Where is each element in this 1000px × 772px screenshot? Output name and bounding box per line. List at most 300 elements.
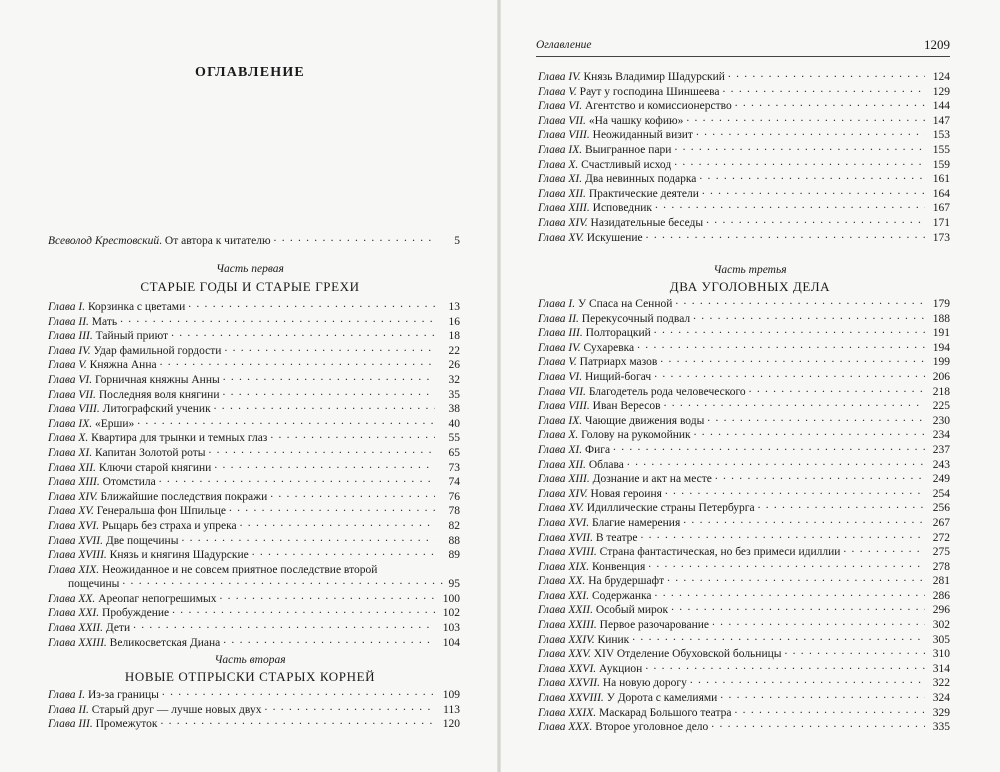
chapter-number: Глава XXI. bbox=[48, 607, 100, 620]
dot-leader bbox=[209, 443, 435, 458]
chapter-number: Глава XIV. bbox=[48, 490, 98, 503]
chapter-number: Глава VIII. bbox=[538, 129, 590, 142]
chapter-title: У Спаса на Сенной bbox=[577, 298, 673, 310]
chapter-title: Князь Владимир Шадурский bbox=[583, 71, 725, 83]
dot-leader bbox=[693, 309, 925, 324]
chapter-page: 13 bbox=[448, 301, 460, 313]
toc-entry bbox=[538, 231, 950, 246]
chapter-title: Генеральша фон Шпильце bbox=[96, 505, 226, 518]
chapter-page: 38 bbox=[448, 403, 460, 416]
chapter-page: 26 bbox=[448, 359, 460, 372]
chapter-page: 76 bbox=[448, 490, 460, 503]
dot-leader bbox=[274, 231, 435, 246]
entry-text bbox=[538, 589, 652, 604]
chapter-number: Глава VII. bbox=[538, 114, 586, 127]
chapter-page: 237 bbox=[932, 443, 950, 456]
chapter-title: Капитан Золотой роты bbox=[94, 446, 206, 459]
dot-leader bbox=[674, 155, 925, 170]
part3-title: ДВА УГОЛОВНЫХ ДЕЛА bbox=[669, 279, 831, 294]
chapter-page: 113 bbox=[443, 703, 460, 716]
dot-leader bbox=[264, 700, 435, 715]
dot-leader bbox=[686, 111, 925, 126]
chapter-title: Аукцион bbox=[599, 662, 643, 675]
entry-text bbox=[538, 414, 704, 429]
entry-text bbox=[538, 662, 642, 677]
chapter-number: Глава IV. bbox=[538, 71, 581, 83]
entry-text bbox=[538, 370, 651, 385]
entry-text bbox=[48, 373, 220, 388]
entry-text bbox=[48, 417, 134, 432]
chapter-title: Облава bbox=[588, 458, 624, 471]
dot-leader bbox=[749, 382, 925, 397]
dot-leader bbox=[133, 618, 435, 633]
dot-leader bbox=[270, 487, 435, 502]
chapter-page: 275 bbox=[932, 546, 950, 559]
chapter-number: Глава III. bbox=[48, 718, 93, 731]
chapter-title: Второе уголовное дело bbox=[595, 721, 709, 734]
entry-text bbox=[538, 143, 671, 158]
chapter-number: Глава XX. bbox=[48, 592, 96, 605]
chapter-number: Глава XXI. bbox=[538, 589, 590, 602]
chapter-title: Особый мирок bbox=[595, 604, 669, 617]
chapter-page: 167 bbox=[932, 202, 950, 215]
part2-continued-chapter-list bbox=[538, 70, 950, 245]
chapter-title: «Ерши» bbox=[94, 417, 135, 430]
chapter-title: Конвенция bbox=[592, 560, 646, 573]
entry-text bbox=[538, 399, 661, 414]
chapter-number: Глава XII. bbox=[48, 461, 96, 474]
chapter-number: Глава XXVI. bbox=[538, 662, 597, 675]
chapter-number: Глава XI. bbox=[538, 443, 583, 456]
chapter-number: Глава II. bbox=[538, 312, 579, 325]
chapter-page: 104 bbox=[442, 636, 460, 649]
chapter-number: Глава VIII. bbox=[48, 403, 100, 416]
chapter-number: Глава XV. bbox=[538, 231, 584, 244]
chapter-page: 73 bbox=[448, 461, 460, 474]
dot-leader bbox=[712, 615, 925, 630]
dot-leader bbox=[627, 455, 925, 470]
chapter-title: Промежуток bbox=[95, 718, 158, 731]
part2-label: Часть вторая bbox=[214, 654, 286, 666]
dot-leader bbox=[222, 385, 435, 400]
dot-leader bbox=[735, 96, 925, 111]
entry-text bbox=[48, 329, 168, 344]
chapter-title: Дети bbox=[105, 622, 131, 635]
chapter-title: Страна фантастическая, но без примеси идиллии bbox=[599, 546, 841, 559]
dot-leader bbox=[655, 198, 925, 213]
dot-leader bbox=[660, 352, 925, 367]
toc-entry-intro bbox=[48, 234, 460, 249]
dot-leader bbox=[223, 370, 435, 385]
entry-text bbox=[538, 458, 624, 473]
chapter-number: Глава XIII. bbox=[538, 473, 590, 486]
chapter-number: Глава XXII. bbox=[538, 604, 593, 617]
dot-leader bbox=[270, 428, 435, 443]
chapter-number: Глава VII. bbox=[48, 388, 96, 401]
chapter-title: Новая героиня bbox=[590, 487, 662, 500]
chapter-title: Агентство и комиссионерство bbox=[584, 100, 732, 113]
dot-leader bbox=[667, 571, 925, 586]
dot-leader bbox=[188, 297, 435, 312]
toc-entry bbox=[48, 636, 460, 651]
chapter-number: Глава III. bbox=[48, 330, 93, 343]
chapter-number: Глава XIX. bbox=[538, 560, 590, 573]
entry-text bbox=[48, 688, 159, 703]
dot-leader bbox=[683, 513, 925, 528]
entry-text bbox=[538, 297, 672, 312]
chapter-title: Идиллические страны Петербурга bbox=[586, 502, 755, 515]
chapter-page: 254 bbox=[932, 487, 950, 500]
chapter-page: 120 bbox=[442, 718, 460, 731]
chapter-title: Последняя воля княгини bbox=[98, 388, 220, 401]
chapter-title: Две пощечины bbox=[105, 534, 179, 547]
chapter-number: Глава III. bbox=[538, 327, 583, 340]
dot-leader bbox=[711, 717, 925, 732]
running-head-label: Оглавление bbox=[536, 39, 592, 51]
chapter-page: 191 bbox=[932, 327, 950, 340]
dot-leader bbox=[665, 484, 925, 499]
chapter-page: 234 bbox=[932, 429, 950, 442]
chapter-number: Глава XXX. bbox=[538, 721, 593, 734]
entry-text bbox=[48, 534, 178, 549]
chapter-number: Глава VII. bbox=[538, 385, 586, 398]
part1-chapter-list bbox=[48, 300, 460, 650]
running-head bbox=[536, 38, 950, 57]
chapter-title: Литографский ученик bbox=[102, 403, 211, 416]
dot-leader bbox=[632, 630, 925, 645]
intro-page: 5 bbox=[454, 235, 460, 247]
entry-text bbox=[48, 717, 158, 732]
chapter-number: Глава VI. bbox=[48, 373, 93, 386]
dot-leader bbox=[159, 472, 435, 487]
chapter-title: Фига bbox=[584, 443, 611, 456]
chapter-page: 310 bbox=[932, 648, 950, 661]
entry-text bbox=[538, 560, 645, 575]
dot-leader bbox=[171, 326, 435, 341]
chapter-title: Тайный приют bbox=[95, 330, 169, 343]
dot-leader bbox=[252, 545, 435, 560]
dot-leader bbox=[641, 528, 926, 543]
chapter-number: Глава XIII. bbox=[538, 202, 590, 215]
dot-leader bbox=[715, 469, 925, 484]
dot-leader bbox=[674, 140, 925, 155]
chapter-page: 88 bbox=[448, 534, 460, 547]
chapter-title: Князь и княгиня Шадурские bbox=[109, 549, 249, 562]
chapter-page: 16 bbox=[448, 315, 460, 328]
chapter-page: 78 bbox=[448, 505, 460, 518]
chapter-title: Ближайшие последствия покражи bbox=[100, 490, 268, 503]
toc-entry bbox=[48, 717, 460, 732]
chapter-page: 225 bbox=[932, 400, 950, 413]
dot-leader bbox=[162, 685, 435, 700]
chapter-number: Глава IV. bbox=[538, 341, 581, 354]
page-number: 1209 bbox=[924, 37, 950, 52]
chapter-page: 256 bbox=[932, 502, 950, 515]
chapter-number: Глава II. bbox=[48, 315, 89, 328]
chapter-title: Содержанка bbox=[592, 589, 652, 602]
chapter-page: 230 bbox=[932, 414, 950, 427]
chapter-number: Глава X. bbox=[538, 429, 579, 442]
entry-text bbox=[538, 676, 687, 691]
chapter-title: Удар фамильной гордости bbox=[93, 344, 222, 357]
right-page bbox=[500, 0, 1000, 772]
chapter-page: 322 bbox=[932, 677, 950, 690]
dot-leader bbox=[137, 414, 435, 429]
chapter-number: Глава XVI. bbox=[538, 516, 590, 529]
chapter-page: 199 bbox=[932, 356, 950, 369]
toc-title: ОГЛАВЛЕНИЕ bbox=[195, 65, 305, 80]
chapter-title: Пробуждение bbox=[102, 607, 170, 620]
entry-text bbox=[538, 633, 629, 648]
chapter-page: 194 bbox=[932, 341, 950, 354]
chapter-title: Исповедник bbox=[592, 202, 653, 215]
chapter-title: Квартира для трынки и темных глаз bbox=[91, 432, 268, 445]
entry-text bbox=[538, 158, 671, 173]
chapter-page: 324 bbox=[932, 692, 950, 705]
chapter-number: Глава XXII. bbox=[48, 622, 103, 635]
chapter-page: 171 bbox=[932, 216, 950, 229]
dot-leader bbox=[646, 228, 925, 243]
dot-leader bbox=[728, 67, 925, 82]
entry-text bbox=[48, 315, 117, 330]
chapter-page: 164 bbox=[932, 187, 950, 200]
chapter-page: 314 bbox=[932, 662, 950, 675]
chapter-page: 18 bbox=[448, 330, 460, 343]
chapter-page: 102 bbox=[442, 607, 460, 620]
chapter-page: 218 bbox=[932, 385, 950, 398]
chapter-title: «На чашку кофию» bbox=[588, 114, 684, 127]
entry-text bbox=[538, 172, 696, 187]
entry-text bbox=[538, 691, 717, 706]
dot-leader bbox=[702, 184, 925, 199]
entry-text bbox=[538, 326, 651, 341]
chapter-page: 95 bbox=[448, 578, 460, 591]
entry-text bbox=[48, 358, 157, 373]
chapter-page: 144 bbox=[932, 100, 950, 113]
chapter-number: Глава X. bbox=[48, 432, 89, 445]
chapter-page: 161 bbox=[932, 173, 950, 186]
chapter-title: Сухаревка bbox=[583, 341, 635, 354]
chapter-title: Ключи старой княгини bbox=[98, 461, 212, 474]
dot-leader bbox=[240, 516, 435, 531]
chapter-number: Глава XIX. bbox=[48, 563, 100, 576]
dot-leader bbox=[172, 603, 435, 618]
chapter-number: Глава XXVII. bbox=[538, 677, 600, 690]
dot-leader bbox=[219, 589, 435, 604]
entry-text bbox=[538, 114, 683, 129]
part2-chapter-list bbox=[48, 688, 460, 732]
intro-entry-list bbox=[48, 234, 460, 249]
chapter-number: Глава XIV. bbox=[538, 487, 588, 500]
part2-title: НОВЫЕ ОТПРЫСКИ СТАРЫХ КОРНЕЙ bbox=[124, 669, 376, 684]
chapter-title: На брудершафт bbox=[588, 575, 665, 588]
dot-leader bbox=[699, 169, 925, 184]
chapter-title: В театре bbox=[595, 531, 638, 544]
chapter-page: 82 bbox=[448, 519, 460, 532]
chapter-page: 65 bbox=[448, 446, 460, 459]
chapter-page: 159 bbox=[932, 158, 950, 171]
chapter-number: Глава XXIII. bbox=[48, 636, 107, 649]
chapter-title: Первое разочарование bbox=[599, 619, 710, 632]
chapter-title-line2: пощечины bbox=[68, 578, 120, 591]
dot-leader bbox=[843, 542, 925, 557]
chapter-number: Глава XXV. bbox=[538, 648, 591, 661]
chapter-number: Глава XII. bbox=[538, 187, 586, 200]
chapter-title: Рыцарь без страха и упрека bbox=[102, 519, 237, 532]
chapter-title: Киник bbox=[597, 633, 630, 646]
entry-text bbox=[538, 128, 693, 143]
chapter-title: Раут у господина Шиншеева bbox=[579, 85, 720, 98]
dot-leader bbox=[720, 688, 925, 703]
dot-leader bbox=[694, 425, 925, 440]
chapter-number: Глава II. bbox=[48, 703, 89, 716]
chapter-title: Два невинных подарка bbox=[584, 173, 697, 186]
chapter-number: Глава XI. bbox=[538, 173, 583, 186]
chapter-number: Глава XVII. bbox=[538, 531, 593, 544]
chapter-title: Княжна Анна bbox=[89, 359, 157, 372]
chapter-page: 272 bbox=[932, 531, 950, 544]
chapter-title-line1: Неожиданное и не совсем приятное последствие второй bbox=[102, 563, 378, 576]
chapter-title: Иван Вересов bbox=[592, 400, 661, 413]
chapter-title: Нищий-богач bbox=[584, 370, 652, 383]
chapter-title: Патриарх мазов bbox=[579, 356, 658, 369]
dot-leader bbox=[655, 586, 925, 601]
dot-leader bbox=[637, 338, 925, 353]
chapter-number: Глава XXVIII. bbox=[538, 692, 604, 705]
chapter-title: У Дорота с камелиями bbox=[606, 692, 718, 705]
chapter-number: Глава XVI. bbox=[48, 519, 100, 532]
part3-label: Часть третья bbox=[713, 264, 787, 276]
part1-title: СТАРЫЕ ГОДЫ И СТАРЫЕ ГРЕХИ bbox=[140, 279, 360, 294]
chapter-page: 109 bbox=[442, 689, 460, 701]
chapter-page: 74 bbox=[448, 476, 460, 489]
chapter-number: Глава XVIII. bbox=[48, 549, 107, 562]
dot-leader bbox=[120, 312, 435, 327]
chapter-number: Глава XXIX. bbox=[538, 706, 597, 719]
entry-text bbox=[538, 574, 664, 589]
chapter-page: 35 bbox=[448, 388, 460, 401]
chapter-page: 173 bbox=[932, 231, 950, 244]
chapter-page: 281 bbox=[932, 575, 950, 588]
entry-text bbox=[538, 231, 643, 246]
dot-leader bbox=[214, 399, 435, 414]
chapter-title: Отомстила bbox=[102, 476, 156, 489]
chapter-number: Глава V. bbox=[48, 359, 87, 372]
dot-leader bbox=[229, 501, 435, 516]
chapter-number: Глава I. bbox=[48, 301, 86, 313]
chapter-number: Глава I. bbox=[48, 689, 86, 701]
chapter-page: 124 bbox=[932, 71, 950, 83]
entry-text bbox=[538, 85, 720, 100]
entry-text bbox=[538, 487, 662, 502]
entry-text bbox=[48, 548, 249, 563]
chapter-number: Глава IX. bbox=[48, 417, 93, 430]
chapter-title: Чающие движения воды bbox=[584, 414, 705, 427]
chapter-title: Голову на рукомойник bbox=[581, 429, 691, 442]
chapter-number: Глава XII. bbox=[538, 458, 586, 471]
toc-entry-multiline bbox=[48, 563, 460, 592]
chapter-page: 329 bbox=[932, 706, 950, 719]
chapter-page: 153 bbox=[932, 129, 950, 142]
chapter-title: Старый друг — лучше новых двух bbox=[91, 703, 262, 716]
chapter-number: Глава XIV. bbox=[538, 216, 588, 229]
entry-text bbox=[538, 603, 668, 618]
dot-leader bbox=[223, 633, 435, 648]
chapter-page: 278 bbox=[932, 560, 950, 573]
dot-leader bbox=[214, 458, 435, 473]
chapter-page: 335 bbox=[932, 721, 950, 734]
chapter-title: Выигранное пари bbox=[584, 143, 672, 156]
intro-author: Всеволод Крестовский bbox=[48, 235, 160, 247]
chapter-number: Глава XVII. bbox=[48, 534, 103, 547]
chapter-page: 89 bbox=[448, 549, 460, 562]
chapter-title: Искушение bbox=[586, 231, 643, 244]
chapter-number: Глава IX. bbox=[538, 414, 583, 427]
chapter-page: 32 bbox=[448, 373, 460, 386]
chapter-page: 147 bbox=[932, 114, 950, 127]
chapter-page: 100 bbox=[442, 592, 460, 605]
chapter-page: 40 bbox=[448, 417, 460, 430]
chapter-title: Корзинка с цветами bbox=[87, 301, 186, 313]
dot-leader bbox=[613, 440, 925, 455]
chapter-number: Глава IX. bbox=[538, 143, 583, 156]
chapter-title: Благодетель рода человеческого bbox=[588, 385, 746, 398]
dot-leader bbox=[707, 411, 925, 426]
chapter-title: Назидательные беседы bbox=[590, 216, 704, 229]
chapter-title: XIV Отделение Обуховской больницы bbox=[593, 648, 782, 661]
toc-entry bbox=[48, 548, 460, 563]
chapter-number: Глава VI. bbox=[538, 100, 583, 113]
dot-leader bbox=[161, 714, 436, 729]
part1-label: Часть первая bbox=[216, 263, 284, 275]
chapter-title: Мать bbox=[91, 315, 118, 328]
dot-leader bbox=[671, 600, 925, 615]
chapter-page: 103 bbox=[442, 622, 460, 635]
dot-leader bbox=[723, 82, 925, 97]
dot-leader bbox=[645, 659, 925, 674]
chapter-number: Глава XXIV. bbox=[538, 633, 595, 646]
dot-leader bbox=[181, 531, 435, 546]
chapter-page: 267 bbox=[932, 516, 950, 529]
chapter-title: Горничная княжны Анны bbox=[94, 373, 220, 386]
chapter-number: Глава XV. bbox=[538, 502, 584, 515]
dot-leader bbox=[654, 323, 925, 338]
chapter-title: На новую дорогу bbox=[602, 677, 687, 690]
chapter-page: 188 bbox=[932, 312, 950, 325]
chapter-title: Неожиданный визит bbox=[592, 129, 693, 142]
chapter-page: 249 bbox=[932, 473, 950, 486]
intro-title: . От автора к читателю bbox=[159, 235, 271, 247]
chapter-title: Полторацкий bbox=[585, 327, 651, 340]
chapter-title: Практические деятели bbox=[588, 187, 699, 200]
dot-leader bbox=[664, 396, 925, 411]
entry-text bbox=[538, 70, 725, 85]
entry-text bbox=[48, 621, 130, 636]
chapter-page: 302 bbox=[932, 619, 950, 632]
dot-leader bbox=[690, 673, 925, 688]
chapter-page: 206 bbox=[932, 370, 950, 383]
chapter-number: Глава VIII. bbox=[538, 400, 590, 413]
entry-text bbox=[538, 706, 732, 721]
chapter-number: Глава XXIII. bbox=[538, 619, 597, 632]
chapter-number: Глава X. bbox=[538, 158, 579, 171]
chapter-title: Из-за границы bbox=[87, 689, 159, 701]
dot-leader bbox=[706, 213, 925, 228]
entry-text bbox=[538, 355, 657, 370]
chapter-page: 305 bbox=[932, 633, 950, 646]
chapter-number: Глава I. bbox=[538, 298, 576, 310]
dot-leader bbox=[160, 355, 435, 370]
